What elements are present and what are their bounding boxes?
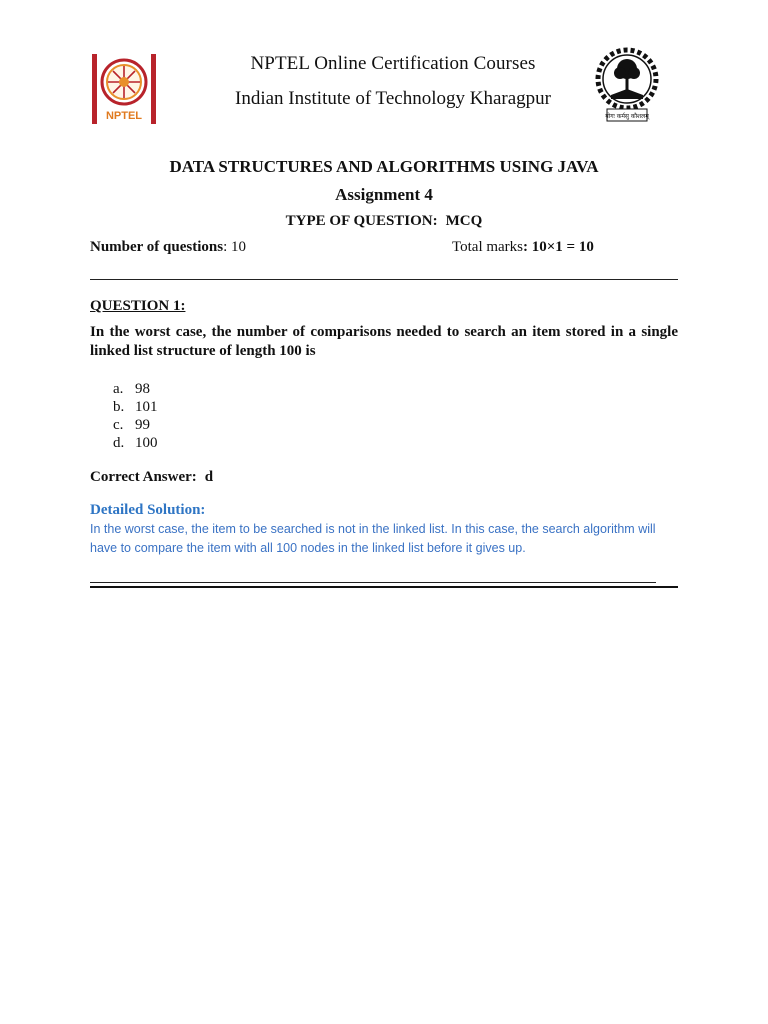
option-item [113,416,158,434]
correct-answer-value: d [204,469,214,485]
option-label: b. [113,399,125,415]
option-value: 99 [135,417,150,433]
question-type-value: MCQ [445,213,483,229]
iit-motto-text: योगः कर्मसु कौशलम् [605,113,649,120]
solution-text: In the worst case, the item to be searched is not in the linked list. In this case, the search algorithm will have to compare the item with all 100 nodes in the linked list before it gives up. [90,522,656,555]
option-value: 101 [135,399,158,415]
total-marks-label: Total marks [452,239,524,255]
total-marks-value: : 10×1 = 10 [523,239,594,255]
nptel-logo-text: NPTEL [105,110,143,122]
header-line-2: Indian Institute of Technology Kharagpur [235,88,551,109]
question-type [0,213,768,230]
total-marks [452,239,594,256]
option-item [113,380,158,398]
num-questions-label: Number of questions [90,239,224,255]
divider-bottom-thin [90,582,656,583]
num-questions-value: : 10 [223,239,246,255]
divider-bottom-thick [90,586,678,588]
solution-heading: Detailed Solution: [90,502,206,518]
options-list [113,380,158,452]
question-type-label: TYPE OF QUESTION: [285,213,438,229]
option-label: d. [113,435,125,451]
header-line-1: NPTEL Online Certification Courses [250,53,536,74]
question-text: In the worst case, the number of comparisons needed to search an item stored in a single linked list structure of length 100 is [90,324,678,359]
number-of-questions [90,239,246,256]
option-label: a. [113,381,124,397]
correct-answer-label: Correct Answer: [90,469,197,485]
option-value: 98 [135,381,150,397]
option-label: c. [113,417,124,433]
question-heading: QUESTION 1: [90,298,186,314]
correct-answer [90,469,213,486]
option-item [113,434,158,452]
iit-kharagpur-emblem-icon [593,45,661,125]
option-item [113,398,158,416]
divider-top [90,279,678,280]
option-value: 100 [135,435,158,451]
course-title: DATA STRUCTURES AND ALGORITHMS USING JAVA [169,157,599,176]
assignment-title: Assignment 4 [335,185,433,204]
